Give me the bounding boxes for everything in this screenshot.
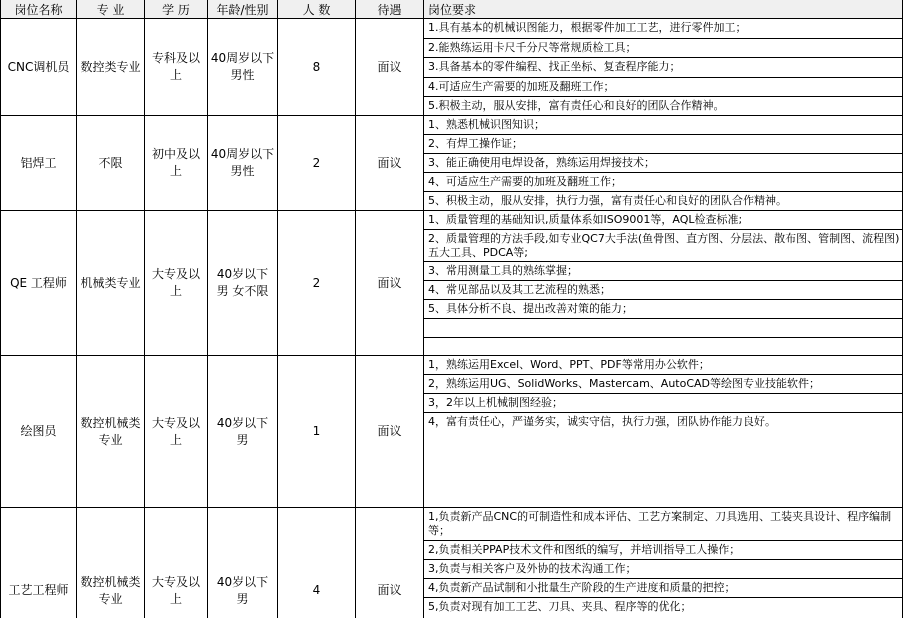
row-welder-req-5: 5、积极主动，服从安排，执行力强，富有责任心和良好的团队合作精神。 <box>424 192 903 211</box>
row-qe-req-4: 4、常见部品以及其工艺流程的熟悉； <box>424 281 903 300</box>
row-draftsman-req-3: 3，2年以上机械制图经验； <box>424 394 903 413</box>
row-qe-salary: 面议 <box>356 211 424 356</box>
header-major: 专 业 <box>77 0 145 19</box>
row-qe-req-6 <box>424 319 903 338</box>
row-draftsman-req-4: 4，富有责任心，严谨务实，诚实守信，执行力强，团队协作能力良好。 <box>424 413 903 508</box>
row-cnc-req-5: 5.积极主动，服从安排，富有责任心和良好的团队合作精神。 <box>424 97 903 116</box>
row-cnc-salary: 面议 <box>356 19 424 116</box>
row-qe-major: 机械类专业 <box>77 211 145 356</box>
row-welder-req-3: 3、能正确使用电焊设备，熟练运用焊接技术； <box>424 154 903 173</box>
row-process-education: 大专及以上 <box>145 508 208 618</box>
row-cnc-req-1: 1.具有基本的机械识图能力，根据零件加工工艺，进行零件加工； <box>424 19 903 39</box>
row-draftsman-count: 1 <box>278 356 356 508</box>
header-age-gender: 年龄/性别 <box>208 0 278 19</box>
row-draftsman-education: 大专及以上 <box>145 356 208 508</box>
header-salary: 待遇 <box>356 0 424 19</box>
row-cnc-education: 专科及以上 <box>145 19 208 116</box>
row-welder-position: 铝焊工 <box>1 116 77 211</box>
row-cnc-age-gender: 40周岁以下 男性 <box>208 19 278 116</box>
row-cnc-major: 数控类专业 <box>77 19 145 116</box>
row-qe-position: QE 工程师 <box>1 211 77 356</box>
row-qe-req-1: 1、质量管理的基础知识,质量体系如ISO9001等，AQL检查标准; <box>424 211 903 230</box>
row-welder-salary: 面议 <box>356 116 424 211</box>
row-draftsman-major: 数控机械类专业 <box>77 356 145 508</box>
header-position: 岗位名称 <box>1 0 77 19</box>
row-draftsman-position: 绘图员 <box>1 356 77 508</box>
row-qe-age-gender: 40岁以下 男 女不限 <box>208 211 278 356</box>
row-draftsman-salary: 面议 <box>356 356 424 508</box>
row-draftsman-age-gender: 40岁以下 男 <box>208 356 278 508</box>
row-welder-age-gender: 40周岁以下 男性 <box>208 116 278 211</box>
row-process-req-1: 1,负责新产品CNC的可制造性和成本评估、工艺方案制定、刀具选用、工装夹具设计、程序编制等； <box>424 508 903 541</box>
header-requirements: 岗位要求 <box>424 0 903 19</box>
row-qe-req-2: 2、质量管理的方法手段,如专业QC7大手法(鱼骨图、直方图、分层法、散布图、管制图、流程图)五大工具、PDCA等; <box>424 230 903 262</box>
row-process-position: 工艺工程师 <box>1 508 77 618</box>
row-process-req-5: 5,负责对现有加工工艺、刀具、夹具、程序等的优化； <box>424 598 903 618</box>
row-cnc-req-2: 2.能熟练运用卡尺千分尺等常规质检工具； <box>424 39 903 58</box>
row-welder-req-2: 2、有焊工操作证； <box>424 135 903 154</box>
row-qe-req-3: 3、常用测量工具的熟练掌握； <box>424 262 903 281</box>
row-welder-count: 2 <box>278 116 356 211</box>
row-qe-count: 2 <box>278 211 356 356</box>
row-process-salary: 面议 <box>356 508 424 618</box>
row-draftsman-req-2: 2，熟练运用UG、SolidWorks、Mastercam、AutoCAD等绘图专业技能软件； <box>424 375 903 394</box>
row-process-req-3: 3,负责与相关客户及外协的技术沟通工作； <box>424 560 903 579</box>
row-qe-education: 大专及以上 <box>145 211 208 356</box>
row-process-count: 4 <box>278 508 356 618</box>
row-welder-req-1: 1、熟悉机械识图知识； <box>424 116 903 135</box>
row-welder-req-4: 4、可适应生产需要的加班及翻班工作； <box>424 173 903 192</box>
row-process-req-4: 4,负责新产品试制和小批量生产阶段的生产进度和质量的把控； <box>424 579 903 598</box>
row-cnc-req-4: 4.可适应生产需要的加班及翻班工作； <box>424 78 903 97</box>
row-cnc-count: 8 <box>278 19 356 116</box>
row-cnc-req-3: 3.具备基本的零件编程、找正坐标、复查程序能力； <box>424 58 903 78</box>
row-process-req-2: 2,负责相关PPAP技术文件和图纸的编写，并培训指导工人操作； <box>424 541 903 560</box>
row-draftsman-req-1: 1，熟练运用Excel、Word、PPT、PDF等常用办公软件； <box>424 356 903 375</box>
row-qe-req-7 <box>424 338 903 356</box>
row-cnc-position: CNC调机员 <box>1 19 77 116</box>
row-welder-major: 不限 <box>77 116 145 211</box>
header-education: 学 历 <box>145 0 208 19</box>
row-qe-req-5: 5、具体分析不良、提出改善对策的能力； <box>424 300 903 319</box>
row-welder-education: 初中及以上 <box>145 116 208 211</box>
row-process-age-gender: 40岁以下 男 <box>208 508 278 618</box>
header-count: 人 数 <box>278 0 356 19</box>
row-process-major: 数控机械类专业 <box>77 508 145 618</box>
